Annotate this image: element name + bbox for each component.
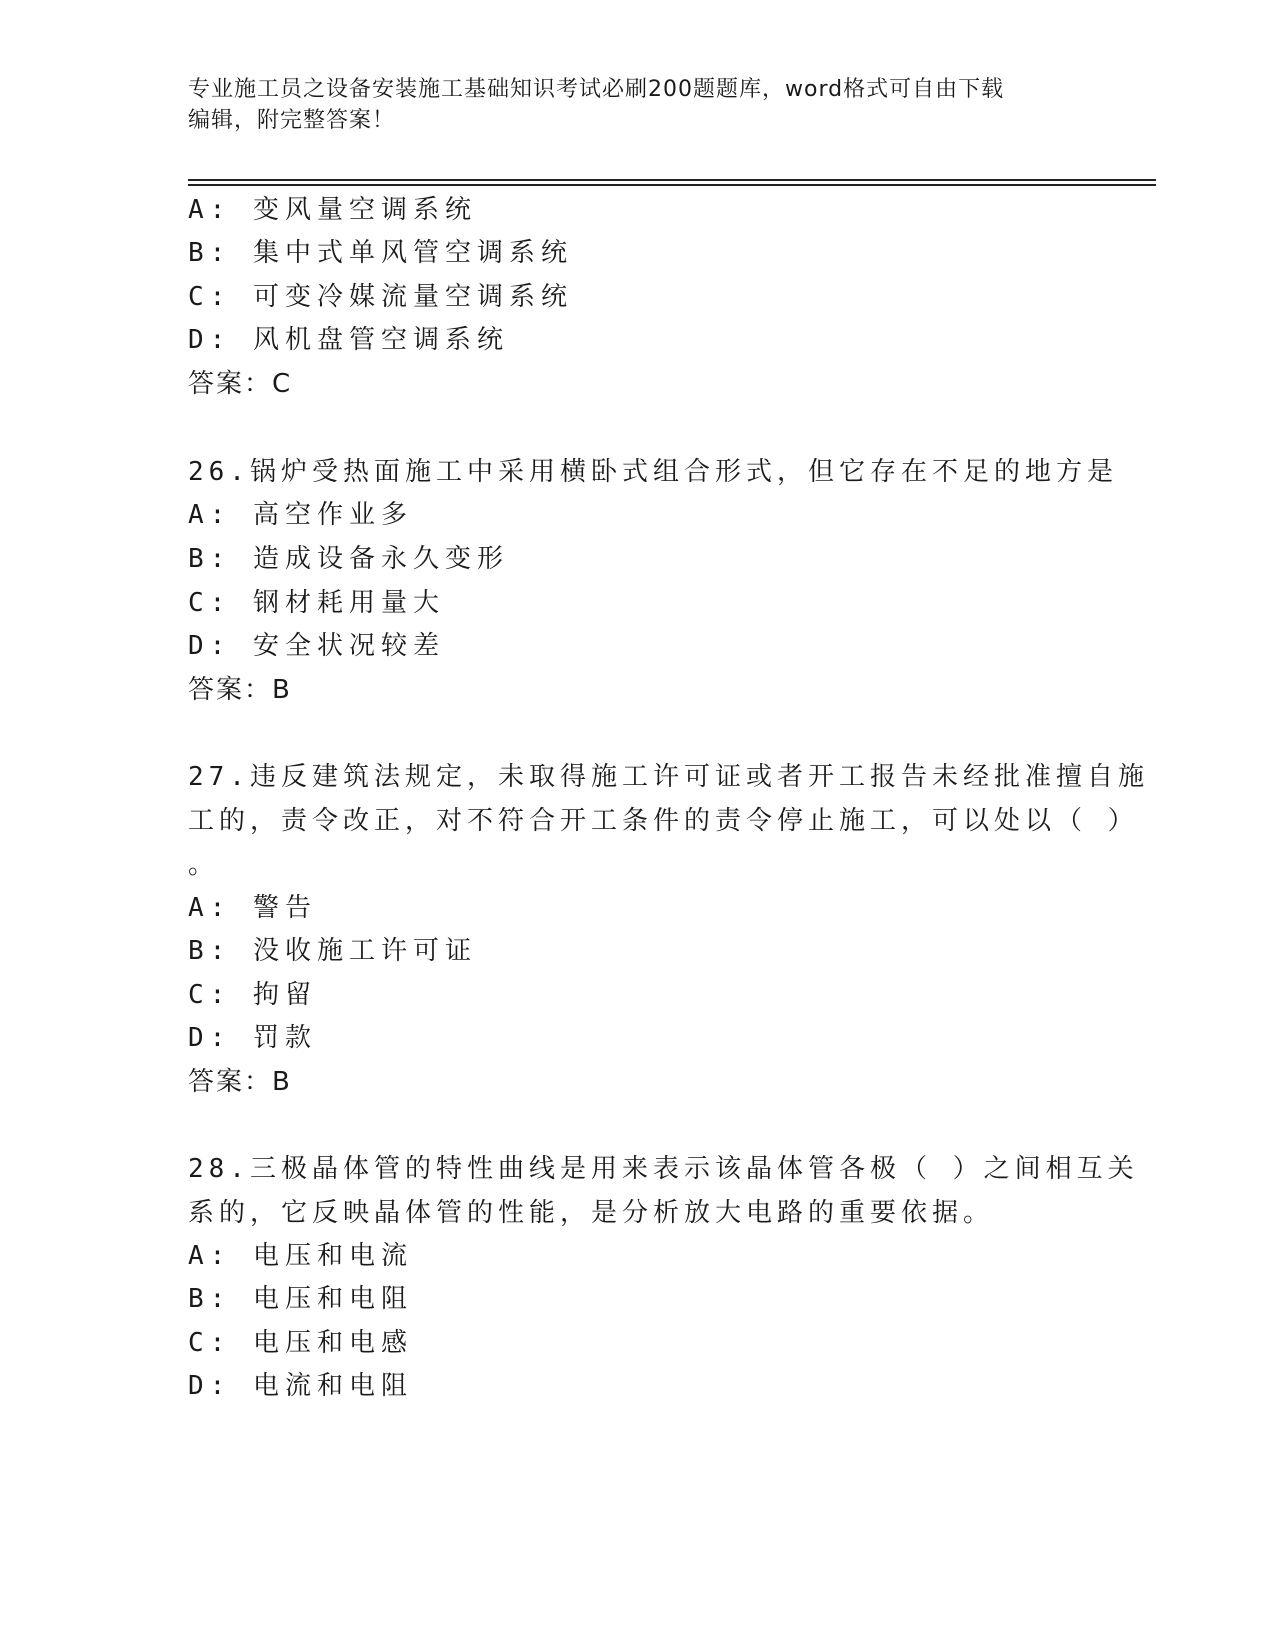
option-c: C: 电压和电感 bbox=[188, 1328, 413, 1358]
option-b: B: 造成设备永久变形 bbox=[188, 544, 509, 574]
document-title-line-1: 专业施工员之设备安装施工基础知识考试必刷200题题库，word格式可自由下载 bbox=[188, 77, 1005, 102]
answer: 答案：B bbox=[188, 675, 292, 705]
option-c: C: 钢材耗用量大 bbox=[188, 588, 445, 618]
document-title-line-2: 编辑，附完整答案！ bbox=[188, 108, 396, 133]
option-d: D: 安全状况较差 bbox=[188, 631, 445, 661]
option-a: A: 高空作业多 bbox=[188, 500, 413, 530]
question-stem-line-1: 27.违反建筑法规定，未取得施工许可证或者开工报告未经批准擅自施 bbox=[188, 762, 1149, 792]
option-a: A: 电压和电流 bbox=[188, 1241, 413, 1271]
option-c: C: 拘留 bbox=[188, 980, 317, 1010]
page-header bbox=[188, 74, 1068, 136]
answer: 答案：B bbox=[188, 1067, 292, 1097]
header-divider-top bbox=[188, 179, 1156, 181]
question-stem-line-3: 。 bbox=[188, 850, 220, 880]
option-a: A: 警告 bbox=[188, 893, 317, 923]
option-b: B: 集中式单风管空调系统 bbox=[188, 238, 573, 268]
option-d: D: 罚款 bbox=[188, 1023, 317, 1053]
question-stem-line-1: 28.三极晶体管的特性曲线是用来表示该晶体管各极（ ）之间相互关 bbox=[188, 1154, 1139, 1184]
option-b: B: 电压和电阻 bbox=[188, 1284, 413, 1314]
option-b: B: 没收施工许可证 bbox=[188, 936, 477, 966]
question-stem-line-2: 系的，它反映晶体管的性能，是分析放大电路的重要依据。 bbox=[188, 1198, 995, 1228]
question-stem-line-2: 工的，责令改正，对不符合开工条件的责令停止施工，可以处以（ ） bbox=[188, 806, 1139, 836]
option-c: C: 可变冷媒流量空调系统 bbox=[188, 282, 573, 312]
answer: 答案：C bbox=[188, 369, 293, 399]
option-d: D: 风机盘管空调系统 bbox=[188, 325, 509, 355]
option-d: D: 电流和电阻 bbox=[188, 1371, 413, 1401]
header-divider-bottom bbox=[188, 184, 1156, 186]
option-a: A: 变风量空调系统 bbox=[188, 195, 477, 225]
question-stem: 26.锅炉受热面施工中采用横卧式组合形式，但它存在不足的地方是 bbox=[188, 457, 1118, 487]
